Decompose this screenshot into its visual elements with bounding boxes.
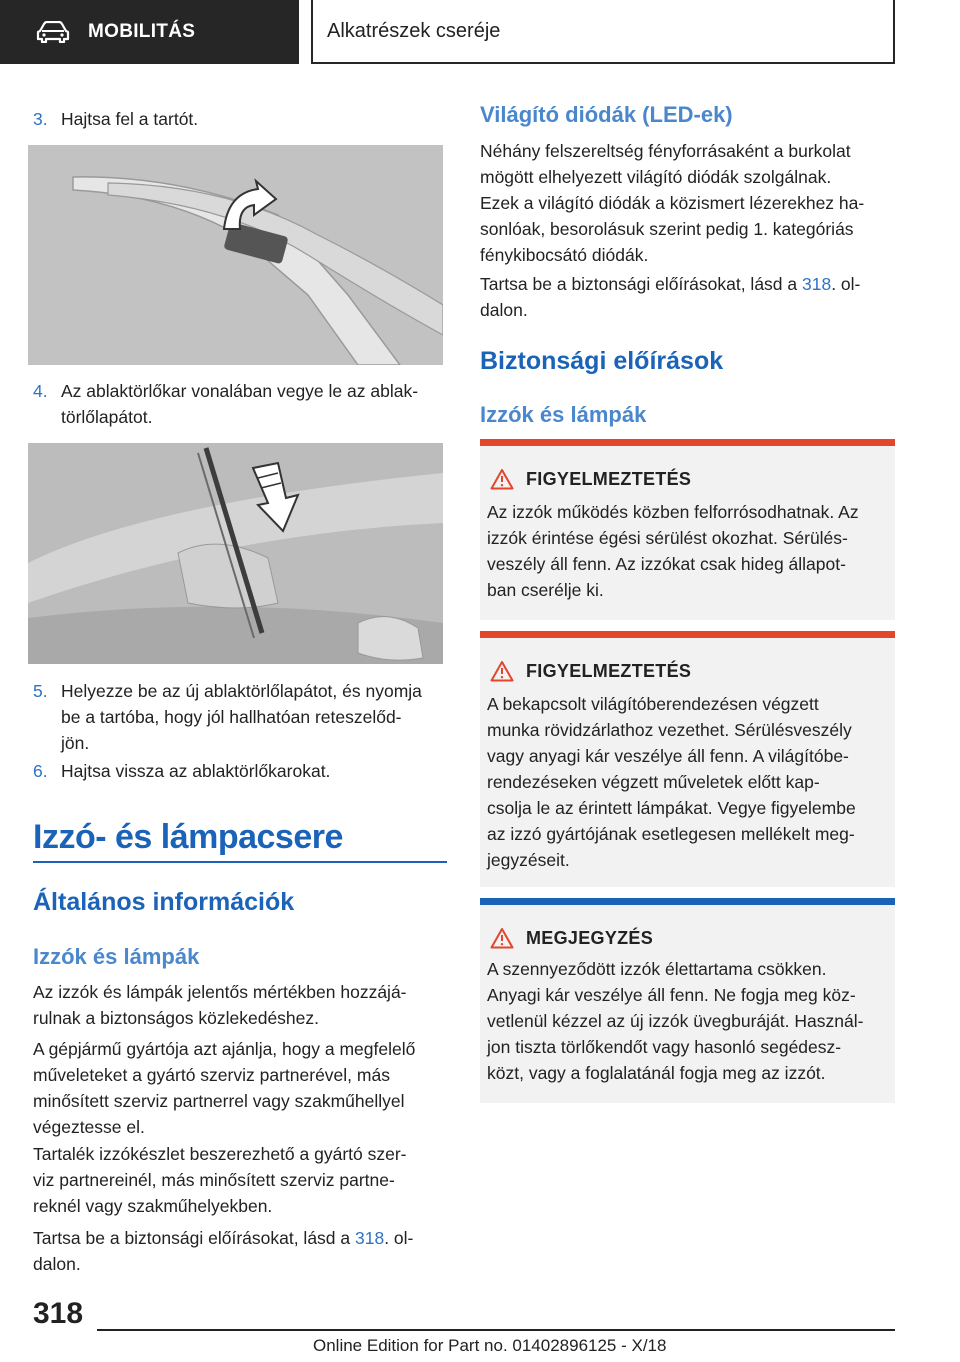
- ref-text: dalon.: [33, 1254, 81, 1274]
- header-section-tab[interactable]: [0, 0, 299, 64]
- warning-line: munka rövidzárlathoz vezethet. Sérülésveszély: [487, 720, 852, 740]
- section-heading: Izzó- és lámpacsere: [33, 818, 343, 856]
- body-paragraph: [480, 138, 895, 268]
- body-paragraph: [33, 1141, 447, 1219]
- paragraph-line: reknél vagy szakműhelyekben.: [33, 1196, 273, 1216]
- paragraph-line: műveleteket a gyártó szerviz partnerével, más: [33, 1065, 390, 1085]
- topic-heading: Izzók és lámpák: [33, 944, 200, 969]
- note-line: jon tiszta törlőkendőt vagy hasonló segédesz‐: [487, 1037, 842, 1057]
- note-title: MEGJEGYZÉS: [526, 927, 654, 948]
- step-number: 6.: [33, 761, 48, 781]
- step-number: 4.: [33, 381, 48, 401]
- warning-line: veszély áll fenn. Az izzókat csak hideg állapot‐: [487, 554, 846, 574]
- warning-line: az izzó gyártójának esetlegesen mellékelt meg‐: [487, 824, 855, 844]
- warning-triangle-icon: [490, 468, 514, 490]
- warning-line: jegyzéseit.: [487, 850, 570, 870]
- warning-box: [480, 631, 895, 887]
- paragraph-line: fénykibocsátó diódák.: [480, 245, 649, 265]
- warning-line: vagy anyagi kár veszélye áll fenn. A világítóbe‐: [487, 746, 849, 766]
- paragraph-line: minősített szerviz partnerrel vagy szakműhellyel: [33, 1091, 405, 1111]
- topic-heading: Világító diódák (LED-ek): [480, 102, 733, 127]
- ref-text: . ol‐: [384, 1228, 414, 1248]
- warning-line: rendezéseken végzett műveletek előtt kap‐: [487, 772, 820, 792]
- step-number: 5.: [33, 681, 48, 701]
- step-line: be a tartóba, hogy jól hallhatóan reteszelőd‐: [61, 707, 402, 727]
- step-line: Az ablaktörlőkar vonalában vegye le az ablak‐: [61, 381, 419, 401]
- warning-bar: [480, 439, 895, 446]
- warning-triangle-icon: [490, 660, 514, 682]
- step-text: [61, 378, 418, 430]
- paragraph-line: Az izzók és lámpák jelentős mértékben hozzájá‐: [33, 982, 407, 1002]
- step-text: Hajtsa fel a tartót.: [61, 109, 199, 129]
- note-line: vetlenül kézzel az új izzók üvegburáját. Használ‐: [487, 1011, 864, 1031]
- note-box: [480, 898, 895, 1103]
- note-line: közt, vagy a foglalatánál fogja meg az izzót.: [487, 1063, 826, 1083]
- warning-line: ban cserélje ki.: [487, 580, 604, 600]
- paragraph-line: Tartalék izzókészlet beszerezhető a gyártó szer‐: [33, 1144, 407, 1164]
- body-paragraph: [33, 1036, 447, 1140]
- ref-text: . ol‐: [831, 274, 861, 294]
- step-text: Hajtsa vissza az ablaktörlőkarokat.: [61, 761, 331, 781]
- warning-text: [487, 499, 892, 603]
- warning-bar: [480, 631, 895, 638]
- paragraph-line: A gépjármű gyártója azt ajánlja, hogy a megfelelő: [33, 1039, 416, 1059]
- reference-paragraph: [480, 271, 895, 323]
- header-section-title: MOBILITÁS: [88, 21, 196, 42]
- warning-triangle-icon: [490, 927, 514, 949]
- footer-rule: [97, 1329, 895, 1331]
- note-line: A szennyeződött izzók élettartama csökken.: [487, 959, 827, 979]
- step-text: [61, 678, 422, 756]
- car-icon: [36, 21, 70, 43]
- paragraph-line: végeztesse el.: [33, 1117, 145, 1137]
- paragraph-line: rulnak a biztonságos közlekedéshez.: [33, 1008, 320, 1028]
- page-link[interactable]: 318: [802, 274, 832, 294]
- warning-line: A bekapcsolt világítóberendezésen végzett: [487, 694, 819, 714]
- topic-heading: Izzók és lámpák: [480, 402, 647, 427]
- ref-text: dalon.: [480, 300, 528, 320]
- warning-text: [487, 691, 892, 873]
- header-chapter-title: Alkatrészek cseréje: [327, 19, 501, 42]
- note-text: [487, 956, 892, 1086]
- subsection-heading: Biztonsági előírások: [480, 347, 724, 375]
- warning-title: FIGYELMEZTETÉS: [526, 468, 692, 489]
- warning-box: [480, 439, 895, 620]
- heading-rule: [33, 861, 447, 863]
- body-paragraph: [33, 979, 447, 1031]
- note-line: Anyagi kár veszélye áll fenn. Ne fogja meg köz‐: [487, 985, 856, 1005]
- paragraph-line: Néhány felszereltség fényforrásaként a burkolat: [480, 141, 851, 161]
- warning-title: FIGYELMEZTETÉS: [526, 660, 692, 681]
- step-line: törlőlapátot.: [61, 407, 153, 427]
- warning-line: csolja le az érintett lámpákat. Vegye figyelembe: [487, 798, 856, 818]
- step-line: Helyezze be az új ablaktörlőlapátot, és nyomja: [61, 681, 422, 701]
- footer-edition: Online Edition for Part no. 01402896125 - X/18: [313, 1336, 667, 1355]
- step-line: jön.: [61, 733, 90, 753]
- paragraph-line: viz partnereinél, más minősített szerviz partne‐: [33, 1170, 395, 1190]
- ref-text: Tartsa be a biztonsági előírásokat, lásd a: [33, 1228, 355, 1248]
- step-number: 3.: [33, 109, 48, 129]
- reference-paragraph: [33, 1225, 447, 1277]
- paragraph-line: sonlóak, besorolásuk szerint pedig 1. kategóriás: [480, 219, 854, 239]
- wiper-blade-illustration: [28, 443, 443, 664]
- page-link[interactable]: 318: [355, 1228, 385, 1248]
- paragraph-line: mögött elhelyezett világító diódák szolgálnak.: [480, 167, 832, 187]
- page-number: 318: [33, 1297, 84, 1330]
- wiper-arm-illustration: [28, 145, 443, 365]
- ref-text: Tartsa be a biztonsági előírásokat, lásd a: [480, 274, 802, 294]
- header-chapter: [311, 0, 895, 64]
- paragraph-line: Ezek a világító diódák a közismert lézerekhez ha‐: [480, 193, 865, 213]
- warning-line: Az izzók működés közben felforrósodhatnak. Az: [487, 502, 859, 522]
- note-bar: [480, 898, 895, 905]
- subsection-heading: Általános információk: [33, 888, 295, 916]
- warning-line: izzók érintése égési sérülést okozhat. Sérülés‐: [487, 528, 848, 548]
